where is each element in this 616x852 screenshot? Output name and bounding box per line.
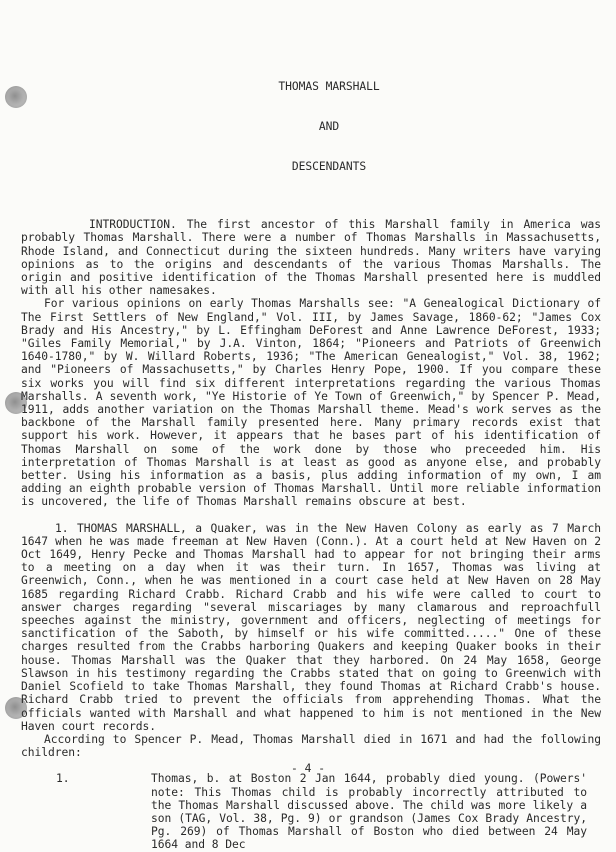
- title-line-1: THOMAS MARSHALL: [278, 80, 380, 94]
- sources-paragraph: For various opinions on early Thomas Marshalls see: "A Genealogical Dictionary of The First Settlers of New England," Vol. III, by James Savage, 1860-62; "James Cox Brady and His Ancestry," by L. Effingham DeForest and Anne Lawrence DeForest, 1933; "Giles Family Memorial," by J.A. Vinton, 1864; "Pioneers and Patriots of Greenwich 1640-1780," by W. Willard Roberts, 1936; "The American Genealogist," Vol. 38, 1962; and "Pioneers of Massachusetts," by Charles Henry Pope, 1900. If you compare these six works you will find six different interpretations regarding the various Thomas Marshalls. A seventh work, "Ye Historie of Ye Town of Greenwich," by Spencer P. Mead, 1911, adds another variation on the Thomas Marshall theme. Mead's work serves as the backbone of the Marshall family presented here. Many primary records exist that support his work. However, it appears that he bases part of his identification of Thomas Marshall on some of the work done by those who preceeded him. His interpretation of Thomas Marshall is at least as good as anyone else, and probably better. Using his information as a basis, plus adding information of my own, I am adding an eighth probable version of Thomas Marshall. Until more reliable information is uncovered, the life of Thomas Marshall remains obscure at best.: [21, 297, 601, 509]
- introduction-paragraph: INTRODUCTION. The first ancestor of this Marshall family in America was probably Thomas Marshall. There were a number of Thomas Marshalls in Massachusetts, Rhode Island, and Connecticut during the sixteen hundreds. Many writers have varying opinions as to the origins and descendants of the various Thomas Marshalls. The origin and positive identification of the Thomas Marshall presented here is muddled with all his other namesakes.: [21, 218, 601, 298]
- page-number: - 4 -: [290, 762, 325, 775]
- document-page: [21, 54, 601, 852]
- child-text: Thomas, b. at Boston 2 Jan 1644, probably died young. (Powers' note: This Thomas child is probably incorrectly attributed to the Thomas Marshall discussed above. The child was more likely a son (TAG, Vol. 38, Pg. 9) or grandson (James Cox Brady Ancestry, Pg. 269) of Thomas Marshall of Boston who died between 24 May 1664 and 8 Dec: [151, 772, 587, 852]
- document-title: [57, 54, 601, 199]
- children-intro: According to Spencer P. Mead, Thomas Marshall died in 1671 and had the following children:: [21, 732, 601, 760]
- title-line-3: DESCENDANTS: [291, 159, 367, 173]
- child-number: 1.: [56, 772, 70, 786]
- title-line-2: AND: [318, 120, 340, 133]
- entry-thomas-marshall: 1. THOMAS MARSHALL, a Quaker, was in the New Haven Colony as early as 7 March 1647 when he was made freeman at New Haven (Conn.). At a court held at New Haven on 2 Oct 1649, Henry Pecke and Thomas Marshall had to appear for not bringing their arms to a meeting on a day when it was their turn. In 1657, Thomas was living at Greenwich, Conn., when he was mentioned in a court case held at New Haven on 28 May 1685 regarding Richard Crabb. Richard Crabb and his wife were called to court to answer charges regarding "several miscariages by many clamarous and reproachfull speeches against the ministry, government and officers, neglecting of meetings for sanctification of the Saboth, by himself or his wife committed....." One of these charges resulted from the Crabbs harboring Quakers and keeping Quaker books in their house. Thomas Marshall was the Quaker that they harbored. On 24 May 1658, George Slawson in his testimony regarding the Crabbs stated that on going to Greenwich with Daniel Scofield to take Thomas Marshall, they found Thomas at Richard Crabb's house. Richard Crabb tried to prevent the officials from apprehending Thomas. What the officials wanted with Marshall and what happened to him is not mentioned in the New Haven court records.: [21, 521, 601, 733]
- child-entry-1: [21, 772, 601, 851]
